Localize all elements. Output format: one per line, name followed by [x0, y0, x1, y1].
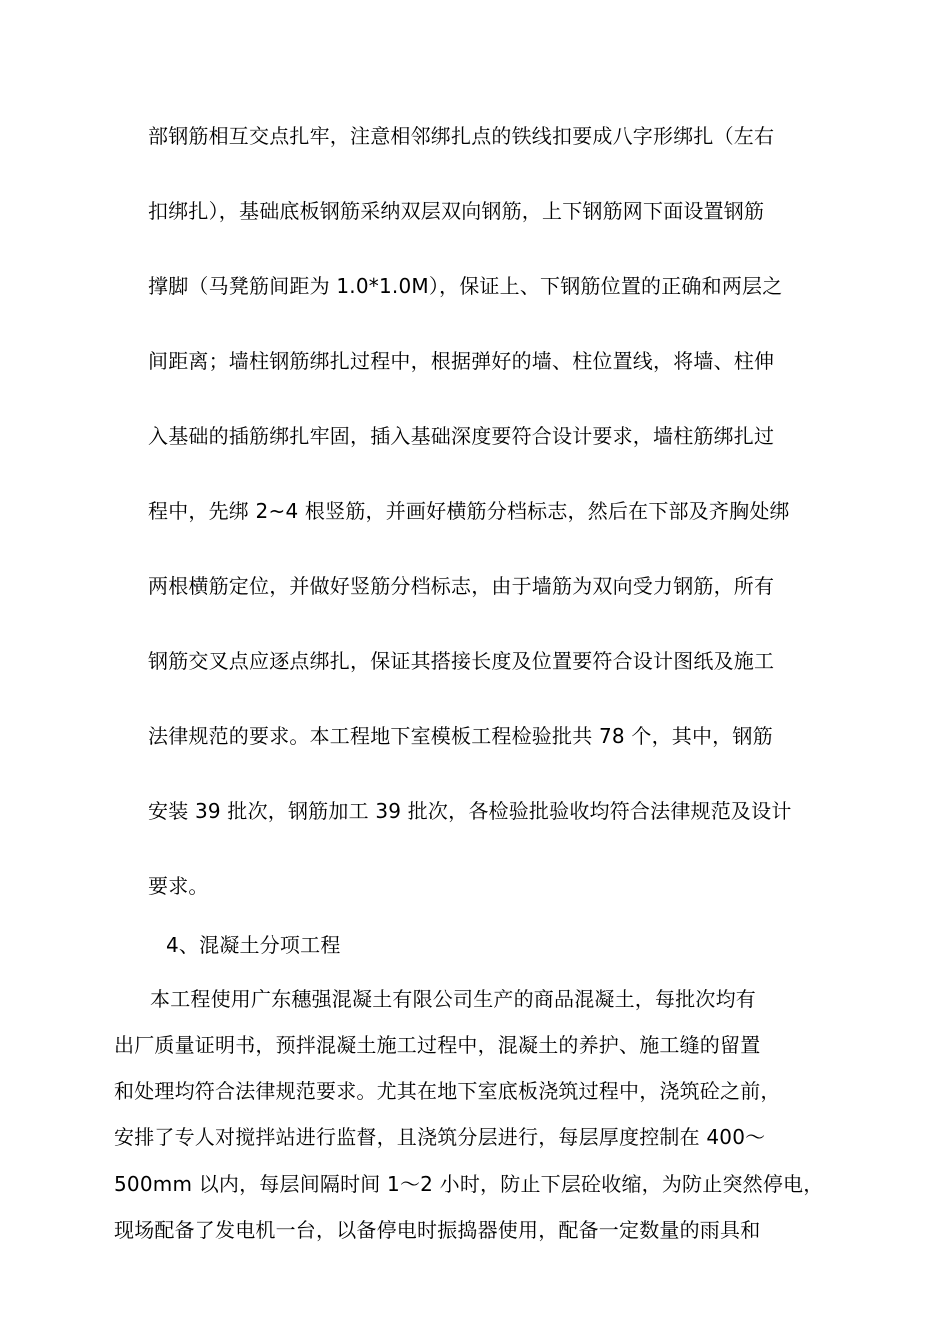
text-line: 安排了专人对搅拌站进行监督，且浇筑分层进行，每层厚度控制在 400～	[114, 1125, 766, 1149]
text-line: 和处理均符合法律规范要求。尤其在地下室底板浇筑过程中，浇筑砼之前，	[114, 1079, 781, 1103]
text-line: 两根横筋定位，并做好竖筋分档标志，由于墙筋为双向受力钢筋，所有	[148, 574, 775, 598]
text-line: 撑脚（马凳筋间距为 1.0*1.0M），保证上、下钢筋位置的正确和两层之	[148, 274, 783, 298]
text-line: 本工程使用广东穗强混凝土有限公司生产的商品混凝土，每批次均有	[150, 987, 756, 1011]
text-line: 程中，先绑 2~4 根竖筋，并画好横筋分档标志，然后在下部及齐胸处绑	[148, 499, 790, 523]
text-line: 间距离；墙柱钢筋绑扎过程中，根据弹好的墙、柱位置线，将墙、柱伸	[148, 349, 775, 373]
text-line: 扣绑扎），基础底板钢筋采纳双层双向钢筋，上下钢筋网下面设置钢筋	[148, 199, 765, 223]
text-line: 法律规范的要求。本工程地下室模板工程检验批共 78 个，其中，钢筋	[148, 724, 773, 748]
text-line: 钢筋交叉点应逐点绑扎，保证其搭接长度及位置要符合设计图纸及施工	[148, 649, 775, 673]
section-heading: 4、混凝土分项工程	[166, 933, 341, 957]
text-line: 入基础的插筋绑扎牢固，插入基础深度要符合设计要求，墙柱筋绑扎过	[148, 424, 775, 448]
text-line: 部钢筋相互交点扎牢，注意相邻绑扎点的铁线扣要成八字形绑扎（左右	[148, 124, 775, 148]
text-line: 要求。	[148, 874, 209, 898]
text-line: 出厂质量证明书，预拌混凝土施工过程中，混凝土的养护、施工缝的留置	[114, 1033, 761, 1057]
text-line: 安装 39 批次，钢筋加工 39 批次，各检验批验收均符合法律规范及设计	[148, 799, 792, 823]
text-line: 现场配备了发电机一台，以备停电时振捣器使用，配备一定数量的雨具和	[114, 1218, 761, 1242]
text-line: 500mm 以内，每层间隔时间 1～2 小时，防止下层砼收缩，为防止突然停电，	[114, 1172, 824, 1196]
